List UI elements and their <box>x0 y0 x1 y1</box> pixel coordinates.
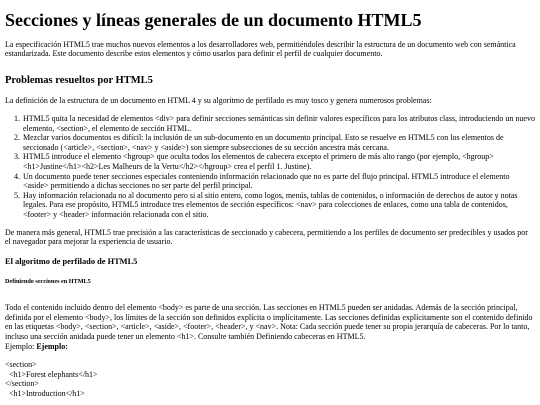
subsection-heading-defining-sections: Definiendo secciones en HTML5 <box>5 277 91 285</box>
defining-sections-paragraph <box>5 303 535 351</box>
page-title: Secciones y líneas generales de un documento HTML5 <box>5 10 422 30</box>
defining-sections-text: Todo el contenido incluido dentro del elemento <body> es parte de una sección. Las secciones en HTML5 pueden ser anidadas. Además de la sección principal, definida por el elemento <body>, los límites de la sección son definidos explícita o implícitamente. Las secciones definidas explícitamente son el contenido definido en las etiquetas <body>, <section>, <article>, <aside>, <footer>, <header>, y <nav>. Nota: Cada sección puede tener su propia jerarquía de cabeceras. Por lo tanto, incluso una sección anidada puede tener un elemento <h1>. Consulte también Definiendo cabeceras en HTML5. <box>5 303 533 342</box>
list-item: 5. Hay información relacionada no al documento pero si al sitio entero, como logos, menús, tablas de contenidos, o información de derechos de autor y notas legales. Para ese propósito, HTML5 introduce tres elementos de sección específicos: <nav> para colecciones de enlaces, como una tabla de contenidos, <footer> y <header> información relacionada con el sitio. <box>22 191 535 220</box>
list-item: 2. Mezclar varios documentos es difícil: la inclusión de un sub-documento en un documento principal. Esto se resuelve en HTML5 con los elementos de seccionado (<article>, <section>, <nav> y <aside>) son siempre subsecciones de su sección ancestra más cercana. <box>22 133 535 152</box>
problems-list <box>5 114 535 220</box>
list-item: 1. HTML5 quita la necesidad de elementos <div> para definir secciones semánticas sin definir valores específicos para los atributos class, introduciendo un nuevo elemento, <section>, el elemento de sección HTML. <box>22 114 535 133</box>
example-bold-label: Ejemplo: <box>36 341 68 351</box>
list-item: 4. Un documento puede tener secciones especiales conteniendo información relacionado que no es parte del flujo principal. HTML5 introduce el elemento <aside> permitiendo a dichas secciones no ser parte del perfil principal. <box>22 172 535 191</box>
list-item: 3. HTML5 introduce el elemento <hgroup> que oculta todos los elementos de cabecera excepto el primero de más alto rango (por ejemplo, <hgroup><h1>Justine</h1><h2>Les Malheurs de la Vertu</h2></hgroup> crea el perfil 1. Justine). <box>22 152 535 171</box>
problems-closing-paragraph: De manera más general, HTML5 trae precisión a las características de seccionado y cabecera, permitiendo a los perfiles de documento ser predecibles y usados por el navegador para mejorar la experiencia de usuario. <box>5 227 528 247</box>
intro-paragraph: La especificación HTML5 trae muchos nuevos elementos a los desarrolladores web, permitiéndoles describir la estructura de un documento web con semántica estandarizada. Este documento describe estos elementos y cómo usarlos para definir el perfil de cualquier documento. <box>5 39 516 59</box>
problems-lead-paragraph: La definición de la estructura de un documento en HTML 4 y su algoritmo de perfilado es muy tosco y genera numerosos problemas: <box>5 96 432 106</box>
section-heading-problems: Problemas resueltos por HTML5 <box>5 74 153 86</box>
section-heading-algorithm: El algoritmo de perfilado de HTML5 <box>5 256 138 266</box>
example-prefix: Ejemplo: <box>5 341 35 351</box>
document-page <box>0 10 540 399</box>
code-example: <section> <h1>Forest elephants</h1> </section> <h1>Introduction</h1> <box>5 360 98 399</box>
